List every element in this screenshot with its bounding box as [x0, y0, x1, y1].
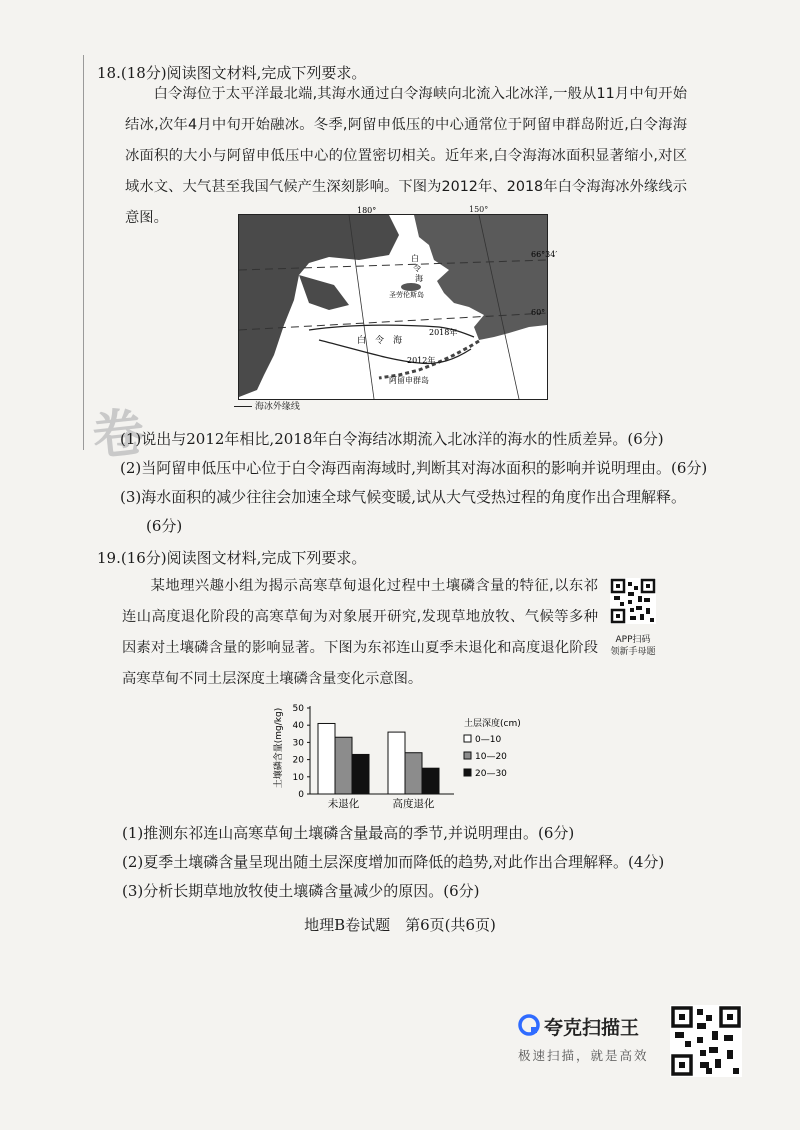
map-legend	[234, 399, 300, 412]
label-lon-150: 150°	[469, 205, 489, 214]
y-tick-label: 40	[292, 721, 304, 732]
qr-code-app[interactable]	[610, 578, 656, 624]
chart-plot	[272, 704, 521, 810]
quark-logo-icon	[518, 1014, 540, 1036]
y-tick-label: 0	[298, 790, 304, 800]
q19-item-1: (1)推测东祁连山高寒草甸土壤磷含量最高的季节,并说明理由。(6分)	[122, 824, 575, 842]
label-strait-1: 白	[411, 254, 419, 263]
bar	[318, 723, 335, 794]
legend-swatch	[464, 752, 471, 759]
legend-swatch	[464, 769, 471, 776]
label-strait-3: 海	[415, 274, 423, 283]
legend-line-swatch	[234, 406, 252, 407]
y-axis-label: 土壤磷含量(mg/kg)	[274, 707, 284, 789]
watermark-juan: 卷	[89, 401, 148, 468]
chukotka-land	[299, 275, 349, 310]
legend-title: 土层深度(cm)	[464, 719, 521, 729]
y-tick-label: 50	[292, 704, 304, 714]
q18-header: 18.(18分)阅读图文材料,完成下列要求。	[97, 64, 367, 82]
label-2012: 2012年	[407, 356, 436, 365]
alaska-land	[414, 215, 547, 340]
qr-caption	[605, 634, 661, 658]
bar	[422, 768, 439, 794]
label-bering-sea: 白 令 海	[357, 336, 403, 346]
brand-name: 夸克扫描王	[544, 1017, 640, 1039]
bar	[405, 753, 422, 794]
qr-code-brand[interactable]	[670, 1005, 742, 1077]
bar	[335, 737, 352, 794]
x-tick-label: 高度退化	[392, 798, 435, 810]
q19-header: 19.(16分)阅读图文材料,完成下列要求。	[97, 549, 367, 567]
bar	[388, 732, 405, 794]
qr-caption-line1: APP扫码	[615, 635, 651, 645]
label-lon-180: 180°	[357, 206, 377, 215]
label-2018: 2018年	[429, 328, 458, 337]
label-lat-60: 60°	[531, 308, 546, 317]
q18-item-3: (3)海水面积的减少往往会加速全球气候变暖,试从大气受热过程的角度作出合理解释。	[120, 488, 687, 506]
q19-paragraph: 某地理兴趣小组为揭示高寒草甸退化过程中土壤磷含量的特征,以东祁连山高度退化阶段的高寒草甸为对象展开研究,发现草地放牧、气候等多种因素对土壤磷含量的影响显著。下图为东祁连山夏季未退化和高度退化阶段高寒草甸不同土层深度土壤磷含量变化示意图。	[122, 578, 598, 687]
bering-sea-ice-map	[238, 205, 558, 400]
brand-slogan: 极速扫描，就是高效	[518, 1048, 649, 1063]
qr-caption-line2: 领新手母题	[610, 647, 656, 657]
q18-item-2: (2)当阿留申低压中心位于白令海西南海域时,判断其对海冰面积的影响并说明理由。(6分)	[120, 459, 708, 477]
label-st-lawrence: 圣劳伦斯岛	[389, 291, 424, 299]
legend-label: 10—20	[475, 752, 507, 762]
q18-item-1: (1)说出与2012年相比,2018年白令海结冰期流入北冰洋的海水的性质差异。(6分)	[120, 430, 664, 448]
legend-label: 海冰外缘线	[254, 402, 300, 412]
bar	[352, 754, 369, 794]
x-tick-label: 未退化	[327, 798, 360, 810]
y-tick-label: 10	[292, 772, 304, 783]
q18-paragraph: 白令海位于太平洋最北端,其海水通过白令海峡向北流入北冰洋,一般从11月中旬开始结冰,次年4月中旬开始融冰。冬季,阿留申低压的中心通常位于阿留申群岛附近,白令海海冰面积的大小与阿留申低压中心的位置密切相关。近年来,白令海海冰面积显著缩小,对区域水文、大气甚至我国气候产生深刻影响。下图为2012年、2018年白令海海冰外缘线示意图。	[125, 86, 687, 226]
legend-swatch	[464, 735, 471, 742]
y-tick-label: 30	[292, 738, 304, 749]
label-strait-2: 令	[413, 264, 421, 273]
q19-item-2: (2)夏季土壤磷含量呈现出随土层深度增加而降低的趋势,对此作出合理解释。(4分)	[122, 853, 665, 871]
label-lat-66: 66°34′	[531, 250, 558, 259]
label-aleutian: 阿留申群岛	[389, 376, 429, 385]
y-tick-label: 20	[292, 755, 304, 766]
phosphorus-bar-chart	[268, 700, 558, 812]
q18-item-3-score: (6分)	[146, 517, 183, 535]
page-footer: 地理B卷试题 第6页(共6页)	[304, 916, 496, 934]
legend-label: 20—30	[475, 769, 507, 779]
margin-line	[83, 55, 84, 450]
legend-label: 0—10	[475, 735, 502, 745]
q19-item-3: (3)分析长期草地放牧使土壤磷含量减少的原因。(6分)	[122, 882, 480, 900]
st-lawrence-island	[401, 283, 421, 291]
